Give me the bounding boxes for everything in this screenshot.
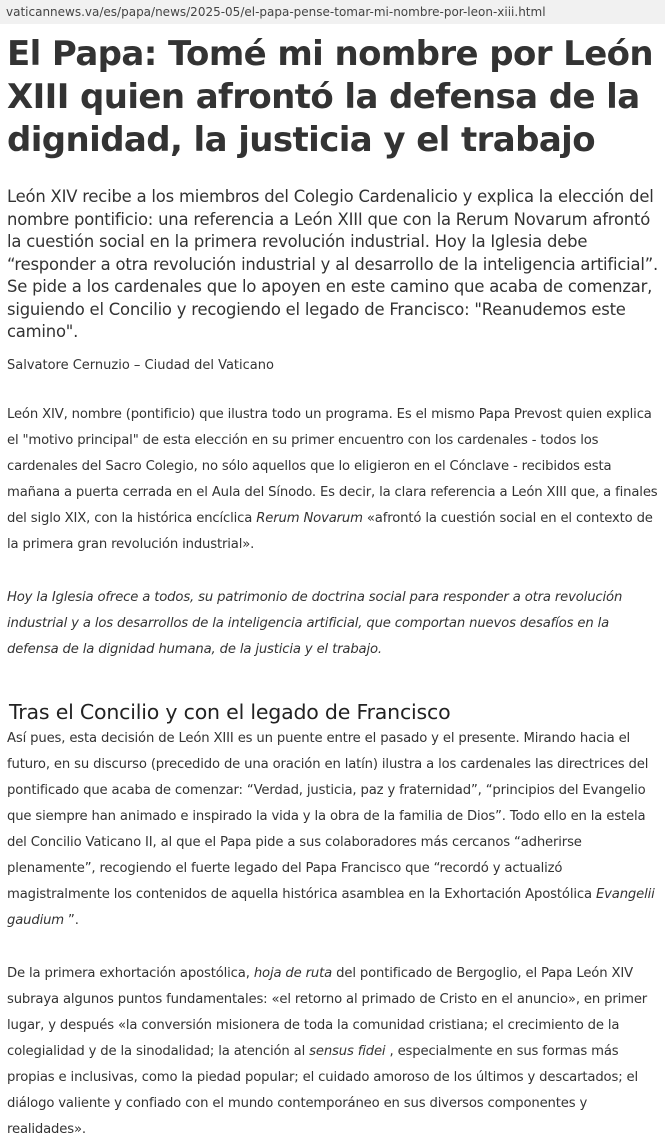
p4-text-b: del pontificado de Bergoglio, el Papa León XIV subraya algunos puntos fundamentales: «el retorno al primado de Cristo en el anuncio», en primer lugar, y después «la conversión misionera de toda la comunidad cristiana; el crecimiento de la colegialidad y de la sinodalidad; la atención al [7,965,648,1059]
body-paragraph-3 [7,726,658,934]
p4-italic-sensus-fidei: sensus fidei [309,1043,386,1059]
url-bar[interactable]: vaticannews.va/es/papa/news/2025-05/el-papa-pense-tomar-mi-nombre-por-leon-xiii.html [0,0,665,24]
p3-text-a: Así pues, esta decisión de León XIII es un puente entre el pasado y el presente. Mirando hacia el futuro, en su discurso (precedido de una oración en latín) ilustra a los cardenales las directrices del pontificado que acaba de comenzar: “Verdad, justicia, paz y fraternidad”, “principios del Evangelio que siempre han animado e inspirado la vida y la obra de la familia de Dios”. Todo ello en la estela del Concilio Vaticano II, al que el Papa pide a sus colaboradores más cercanos “adherirse plenamente”, recogiendo el fuerte legado del Papa Francisco que “recordó y actualizó magistralmente los contenidos de aquella histórica asamblea en la Exhortación Apostólica [7,730,649,902]
article-lead: León XIV recibe a los miembros del Colegio Cardenalicio y explica la elección del nombre pontificio: una referencia a León XIII que con la Rerum Novarum afrontó la cuestión social en la primera revolución industrial. Hoy la Iglesia debe “responder a otra revolución industrial y al desarrollo de la inteligencia artificial”. Se pide a los cardenales que lo apoyen en este camino que acaba de comenzar, siguiendo el Concilio y recogiendo el legado de Francisco: "Reanudemos este camino". [7,187,658,341]
p4-italic-hoja-de-ruta: hoja de ruta [253,965,333,981]
body-paragraph-1 [7,402,658,558]
p3-text-b: ”. [64,912,79,928]
p4-text-c: , especialmente en sus formas más propias e inclusivas, como la piedad popular; el cuidado amoroso de los últimos y descartados; el diálogo valiente y confiado con el mundo contemporáneo en sus diversos componentes y realidades». [7,1043,639,1137]
body-paragraph-4 [7,961,658,1143]
p1-text-b: «afrontó la cuestión social en el contexto de la primera gran revolución industrial». [7,510,653,552]
p1-italic-rerum-novarum: Rerum Novarum [256,510,363,526]
article-byline: Salvatore Cernuzio – Ciudad del Vaticano [7,357,274,373]
section-subheading: Tras el Concilio y con el legado de Francisco [9,699,451,724]
article [0,33,665,1143]
italic-quote: Hoy la Iglesia ofrece a todos, su patrimonio de doctrina social para responder a otra revolución industrial y a los desarrollos de la inteligencia artificial, que comportan nuevos desafíos en la defensa de la dignidad humana, de la justicia y el trabajo. [7,589,623,657]
p4-text-a: De la primera exhortación apostólica, [7,965,254,981]
article-title: El Papa: Tomé mi nombre por León XIII quien afrontó la defensa de la dignidad, la justicia y el trabajo [7,34,654,160]
p1-text-a: León XIV, nombre (pontificio) que ilustra todo un programa. Es el mismo Papa Prevost quien explica el "motivo principal" de esta elección en su primer encuentro con los cardenales - todos los cardenales del Sacro Colegio, no sólo aquellos que lo eligieron en el Cónclave - recibidos esta mañana a puerta cerrada en el Aula del Sínodo. Es decir, la clara referencia a León XIII que, a finales del siglo XIX, con la histórica encíclica [7,406,658,526]
p3-italic-evangelii-gaudium: Evangelii gaudium [7,886,655,928]
